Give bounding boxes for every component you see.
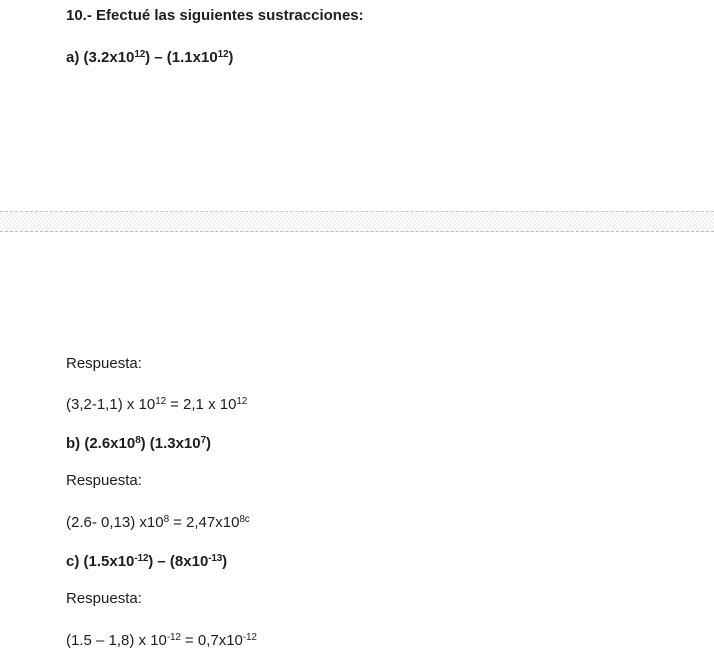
answer-label-b: Respuesta: (66, 472, 142, 489)
page-break-divider (0, 211, 714, 232)
exercise-a-line: a) $(3.2x10^{12}) - (1.1x10^{12})$ (66, 49, 234, 66)
answer-b-line: (2.6- 0,13) $x10^8 = 2,47x10^{8c}$ (66, 514, 250, 531)
exercise-10-title: 10.- Efectué las siguientes sustracciones: (66, 7, 364, 24)
answer-label-c: Respuesta: (66, 590, 142, 607)
answer-label-a: Respuesta: (66, 355, 142, 372)
exercise-c-line: c) $(1.5x10^{-12}) - (8x10^{-13})$ (66, 553, 228, 570)
answer-a-line: (3,2-1,1) x $10^{12} = 2,1$ x $10^{12}$ (66, 396, 248, 413)
exercise-b-line: b) $(2.6x10^8)$ $(1.3x10^7)$ (66, 435, 211, 452)
answer-c-line: (1.5 – 1,8) x $10^{-12} = 0,7x10^{-12}$ (66, 632, 257, 649)
